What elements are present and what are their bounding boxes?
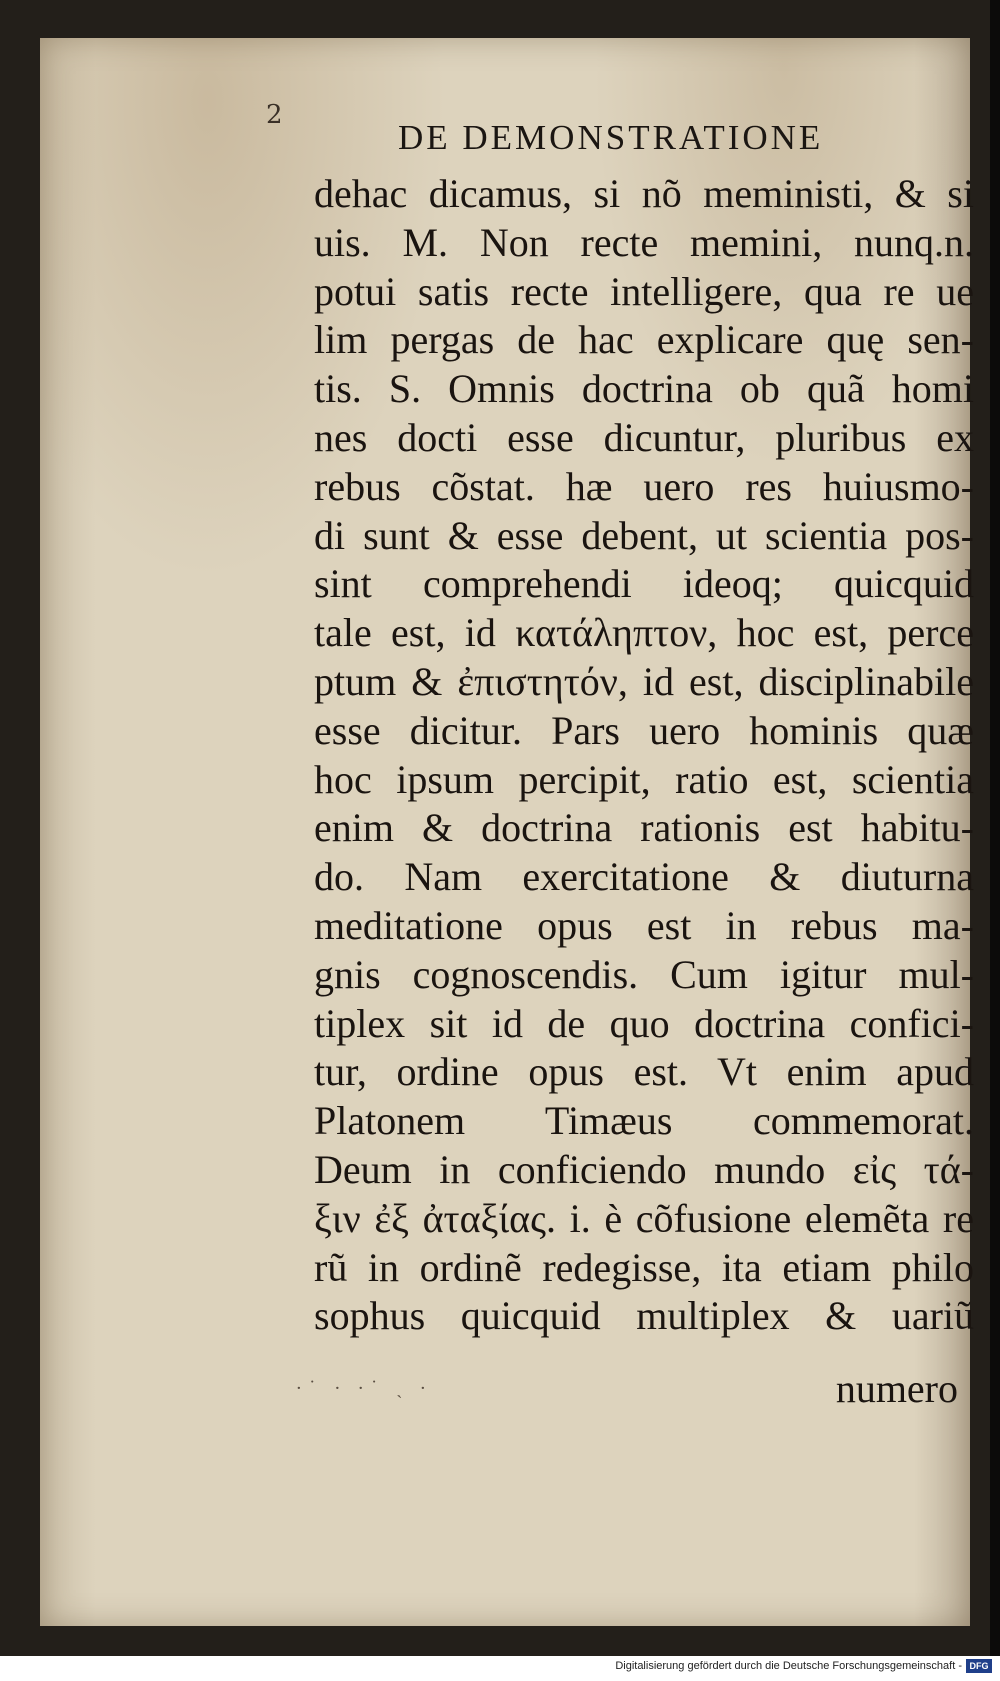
- text-line: di sunt & esse debent, ut scientia pos-: [314, 512, 974, 558]
- text-line: gnis cognoscendis. Cum igitur mul-: [314, 951, 974, 997]
- text-line: Deum in conficiendo mundo εἰς τά-: [314, 1146, 974, 1192]
- scan-edge-strip: [990, 0, 1000, 1681]
- text-line: do. Nam exercitatione & diuturna: [314, 854, 974, 900]
- text-line: ξιν ἐξ ἀταξίας. i. è cõfusione elemẽta re: [314, 1195, 974, 1241]
- text-line: tiplex sit id de quo doctrina confici-: [314, 1000, 974, 1046]
- text-line: Platonem Timæus commemorat.: [314, 1098, 974, 1144]
- page-mark: 2: [266, 100, 283, 130]
- text-line: lim pergas de hac explicare quę sen-: [314, 317, 974, 363]
- text-line: nes docti esse dicuntur, pluribus ex: [314, 414, 974, 460]
- text-line: rũ in ordinẽ redegisse, ita etiam philo: [314, 1244, 974, 1290]
- text-line: meditatione opus est in rebus ma-: [314, 902, 974, 948]
- text-line: sophus quicquid multiplex & uariũ: [314, 1293, 974, 1339]
- text-line: sint comprehendi ideoq; quicquid: [314, 561, 974, 607]
- running-head: DE DEMONSTRATIONE: [398, 118, 824, 157]
- text-line: ptum & ἐπιστητόν, id est, disciplinabile: [314, 658, 974, 704]
- text-line: potui satis recte intelligere, qua re ue: [314, 268, 974, 314]
- text-line: dehac dicamus, si nõ meministi, & si: [314, 171, 974, 216]
- text-line: esse dicitur. Pars uero hominis quæ: [314, 707, 974, 753]
- text-line: tur, ordine opus est. Vt enim apud: [314, 1049, 974, 1095]
- text-line: tis. S. Omnis doctrina ob quã homi: [314, 366, 974, 412]
- ink-specks-decoration: ·˙ · ·˙ ˎ ·: [296, 1378, 432, 1399]
- text-line: tale est, id κατάληπτον, hoc est, perce: [314, 610, 974, 656]
- text-line: uis. M. Non recte memini, nunq.n.: [314, 219, 974, 265]
- text-line: enim & doctrina rationis est habitu-: [314, 805, 974, 851]
- catchword: numero: [835, 1366, 958, 1411]
- dfg-logo: DFG: [966, 1659, 992, 1673]
- digitization-credit: Digitalisierung gefördert durch die Deutsche Forschungsgemeinschaft -: [615, 1660, 962, 1672]
- text-line: hoc ipsum percipit, ratio est, scientia: [314, 756, 974, 802]
- text-line: rebus cõstat. hæ uero res huiusmo-: [314, 463, 974, 509]
- text-block: [314, 170, 974, 1341]
